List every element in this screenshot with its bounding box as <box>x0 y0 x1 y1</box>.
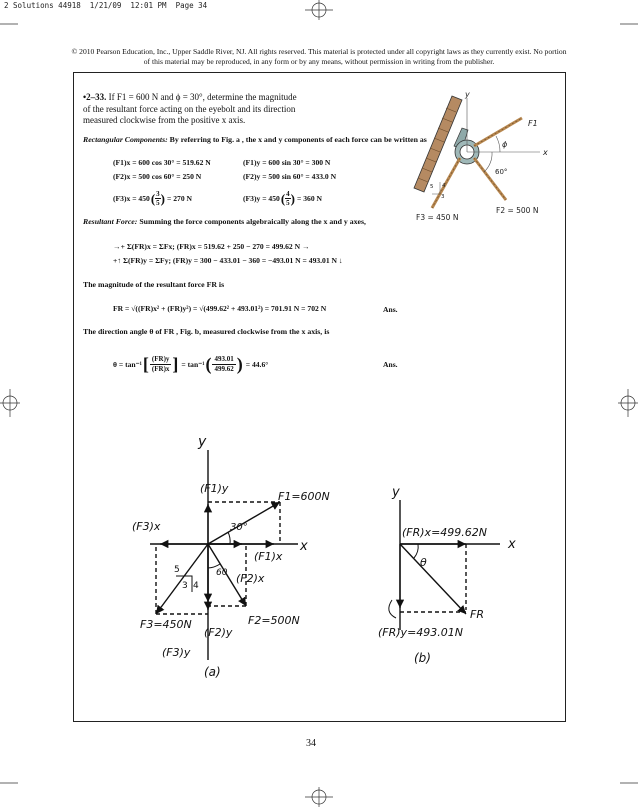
problem-text: If F1 = 600 N and ϕ = 30°, determine the magnitude of the resultant force acting on the eyebolt and its direction measured clockwise from the positive x axis. <box>83 92 297 125</box>
fig-y-label: y <box>465 90 470 99</box>
print-header: 2 Solutions 44918 1/21/09 12:01 PM Page 34 <box>4 1 208 10</box>
sa-f2y: (F2)y <box>204 626 233 639</box>
sb-caption: (b) <box>414 651 431 665</box>
eq-f2y: (F2)y = 500 sin 60° = 433.0 N <box>243 172 337 181</box>
sb-y: y <box>392 485 400 500</box>
fig-angle60: 60° <box>495 168 508 176</box>
sa-f2x: (F2)x <box>236 572 265 585</box>
eq-f3x: (F3)x = 450 ( $\frac{3}{5}$ ) = 270 N <box>113 190 192 207</box>
res-heading: Resultant Force: <box>83 217 138 226</box>
eyebolt-figure <box>400 88 565 228</box>
fig-x-label: x <box>543 148 548 157</box>
sa-f1y: (F1)y <box>200 482 229 495</box>
eq-f3x-post: = 270 N <box>167 194 192 203</box>
sketch-b <box>370 480 550 670</box>
sa-x: x <box>300 539 308 554</box>
eq-f3y: (F3)y = 450 ( $\frac{4}{5}$ ) = 360 N <box>243 190 322 207</box>
fig-tri3: 3 <box>441 194 445 200</box>
magnitude-eq: FR = √((FR)x² + (FR)y²) = √(499.62² + 493.01²) = 701.91 N = 702 N <box>113 304 327 313</box>
sa-f3x: (F3)x <box>132 520 161 533</box>
eq-f3y-post: = 360 N <box>297 194 322 203</box>
copyright-notice: © 2010 Pearson Education, Inc., Upper Saddle River, NJ. All rights reserved. This material is protected under all copyright laws as they currently exist. No portion of this material may be reproduced, in any form or by any means, without permission in writing from the publisher. <box>71 47 567 66</box>
sa-f1: F1=600N <box>278 490 330 503</box>
sa-f3: F3=450N <box>140 618 192 631</box>
theta-eq: θ = tan⁻¹ [ $\frac{(FR)y}{(FR)x}$ ] = tan⁻¹ ( 493.01 499.62 ) = 44.6° <box>113 354 269 374</box>
sa-f1x: (F1)x <box>254 550 283 563</box>
sa-t4: 4 <box>193 581 199 591</box>
eq-f3x-den: 5 <box>156 199 160 207</box>
fig-tri5: 5 <box>430 184 434 190</box>
theta-den: (FR)x <box>151 365 170 373</box>
fig-f2-label: F2 = 500 N <box>496 206 539 215</box>
sb-fr: FR <box>470 608 484 621</box>
theta-post: = 44.6° <box>245 360 269 369</box>
fig-tri4: 4 <box>442 183 446 189</box>
problem-statement <box>83 92 305 127</box>
sa-ang30: 30° <box>230 522 248 533</box>
sketch-a <box>120 430 380 690</box>
problem-number: •2–33. <box>83 92 107 102</box>
answer-2: Ans. <box>383 360 398 369</box>
fig-f1-label: F1 <box>528 119 538 128</box>
resultant-force-line <box>83 217 366 226</box>
magnitude-text: The magnitude of the resultant force FR is <box>83 280 225 289</box>
eq-f1y: (F1)y = 600 sin 30° = 300 N <box>243 158 331 167</box>
sb-x: x <box>508 537 516 552</box>
eq-sum-x: →+ Σ(FR)x = ΣFx; (FR)x = 519.62 + 250 − 270 = 499.62 N → <box>113 242 310 251</box>
theta-num: (FR)y <box>151 355 170 363</box>
theta-mid: = tan⁻¹ <box>181 360 205 369</box>
sa-caption: (a) <box>204 665 221 679</box>
sb-theta: θ <box>420 556 427 569</box>
eq-f2x: (F2)x = 500 cos 60° = 250 N <box>113 172 202 181</box>
theta-den2: 499.62 <box>214 365 234 373</box>
rect-heading: Rectangular Components: <box>83 135 168 144</box>
eq-f3y-num: 4 <box>286 190 290 198</box>
theta-num2: 493.01 <box>214 355 234 363</box>
sa-y: y <box>198 434 207 450</box>
fig-f3-label: F3 = 450 N <box>416 213 459 222</box>
eq-f3x-pre: (F3)x = 450 <box>113 194 150 203</box>
eq-f3x-num: 3 <box>156 190 160 198</box>
rect-components-line <box>83 135 427 144</box>
eq-f3y-pre: (F3)y = 450 <box>243 194 280 203</box>
sb-frx: (FR)x=499.62N <box>402 526 487 539</box>
eq-f3y-den: 5 <box>286 199 290 207</box>
sa-f3y: (F3)y <box>162 646 191 659</box>
sa-t5: 5 <box>174 565 180 575</box>
page-number: 34 <box>306 738 316 749</box>
sb-fry: (FR)y=493.01N <box>378 626 463 639</box>
eq-f1x: (F1)x = 600 cos 30° = 519.62 N <box>113 158 211 167</box>
eq-sum-y: +↑ Σ(FR)y = ΣFy; (FR)y = 300 − 433.01 − 360 = −493.01 N = 493.01 N ↓ <box>113 256 343 265</box>
sa-t3: 3 <box>182 581 188 591</box>
answer-1: Ans. <box>383 305 398 314</box>
theta-pre: θ = tan⁻¹ <box>113 360 142 369</box>
sa-f2: F2=500N <box>248 614 300 627</box>
sa-ang60: 60 <box>216 568 228 578</box>
rect-text: By referring to Fig. a , the x and y components of each force can be written as <box>169 135 427 144</box>
res-text: Summing the force components algebraically along the x and y axes, <box>139 217 366 226</box>
fig-phi-label: ϕ <box>502 140 508 149</box>
direction-text: The direction angle θ of FR , Fig. b, measured clockwise from the x axis, is <box>83 327 330 336</box>
